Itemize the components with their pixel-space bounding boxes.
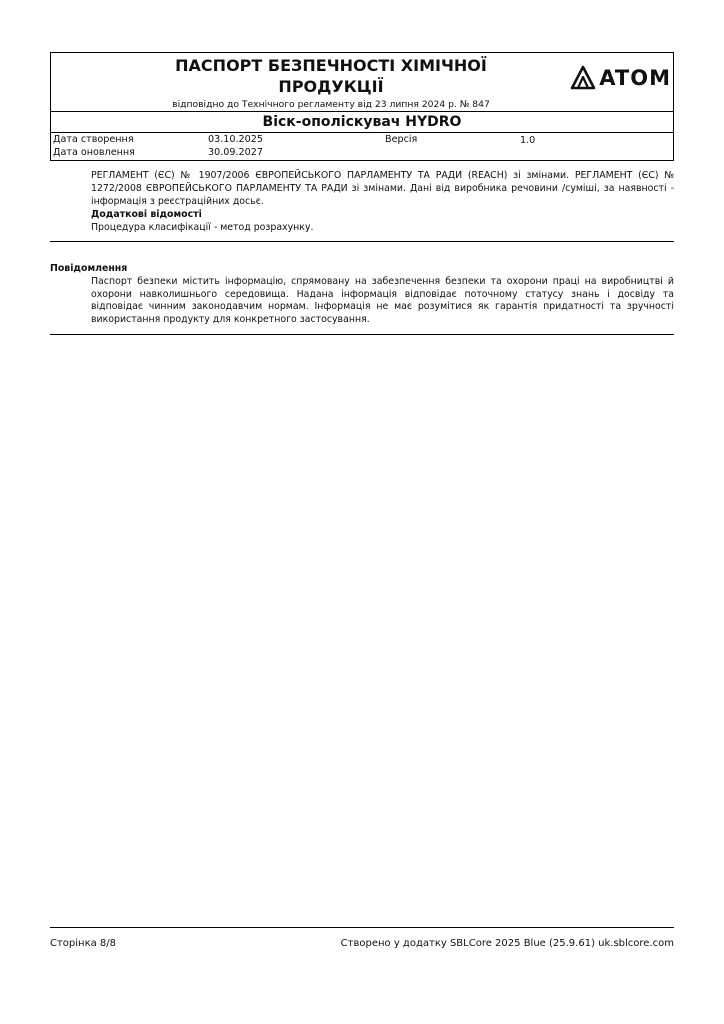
page-footer xyxy=(50,927,674,949)
additional-info-text: Процедура класифікації - метод розрахунку. xyxy=(91,222,314,234)
regulation-paragraph: РЕГЛАМЕНТ (ЄС) № 1907/2006 ЄВРОПЕЙСЬКОГО ПАРЛАМЕНТУ ТА РАДИ (REACH) зі змінами. РЕГЛАМЕНТ (ЄС) № 1272/2008 ЄВРОПЕЙСЬКОГО ПАРЛАМЕНТУ ТА РАДИ зі змінами. Дані від виробника речовини /суміші, за наявності - інформація з реєстраційних досьє. xyxy=(91,170,674,207)
regulation-subtitle: відповідно до Технічного регламенту від 23 липня 2024 р. № 847 xyxy=(172,99,490,110)
meta-row-updated xyxy=(53,146,673,159)
notice-heading: Повідомлення xyxy=(50,262,128,274)
section-divider xyxy=(50,241,674,242)
generator-credit: Створено у додатку SBLCore 2025 Blue (25.9.61) uk.sblcore.com xyxy=(340,938,674,949)
created-value: 03.10.2025 xyxy=(208,134,263,145)
document-meta-table xyxy=(50,133,674,161)
notice-text: Паспорт безпеки містить інформацію, спрямовану на забезпечення безпеки та охорони праці на виробництві й охорони навколишнього середовища. Надана інформація відповідає поточному статусу знань і досвіду та відповідає чинним законодавчим нормам. Інформація не має розумітися як гарантія придатності та зручності використання продукту для конкретного застосування. xyxy=(91,275,674,326)
updated-value: 30.09.2027 xyxy=(208,147,263,158)
atom-triangle-logo-icon xyxy=(570,65,596,91)
updated-label: Дата оновлення xyxy=(53,147,135,158)
created-label: Дата створення xyxy=(53,134,134,145)
notice-divider xyxy=(50,334,674,335)
logo-text: ATOM xyxy=(599,66,671,90)
product-name: Віск-ополіскувач HYDRO xyxy=(50,112,674,133)
meta-row-created xyxy=(53,133,673,146)
title-line-1: ПАСПОРТ БЕЗПЕЧНОСТІ ХІМІЧНОЇ xyxy=(175,56,487,75)
version-value: 1.0 xyxy=(520,135,536,146)
version-label: Версія xyxy=(385,134,418,145)
page-number: Сторінка 8/8 xyxy=(50,938,117,949)
company-logo xyxy=(570,64,671,92)
additional-info-heading: Додаткові відомості xyxy=(91,209,202,221)
title-line-2: ПРОДУКЦІЇ xyxy=(278,77,384,96)
document-title xyxy=(51,55,611,97)
document-page xyxy=(50,52,674,335)
document-header xyxy=(50,52,674,112)
